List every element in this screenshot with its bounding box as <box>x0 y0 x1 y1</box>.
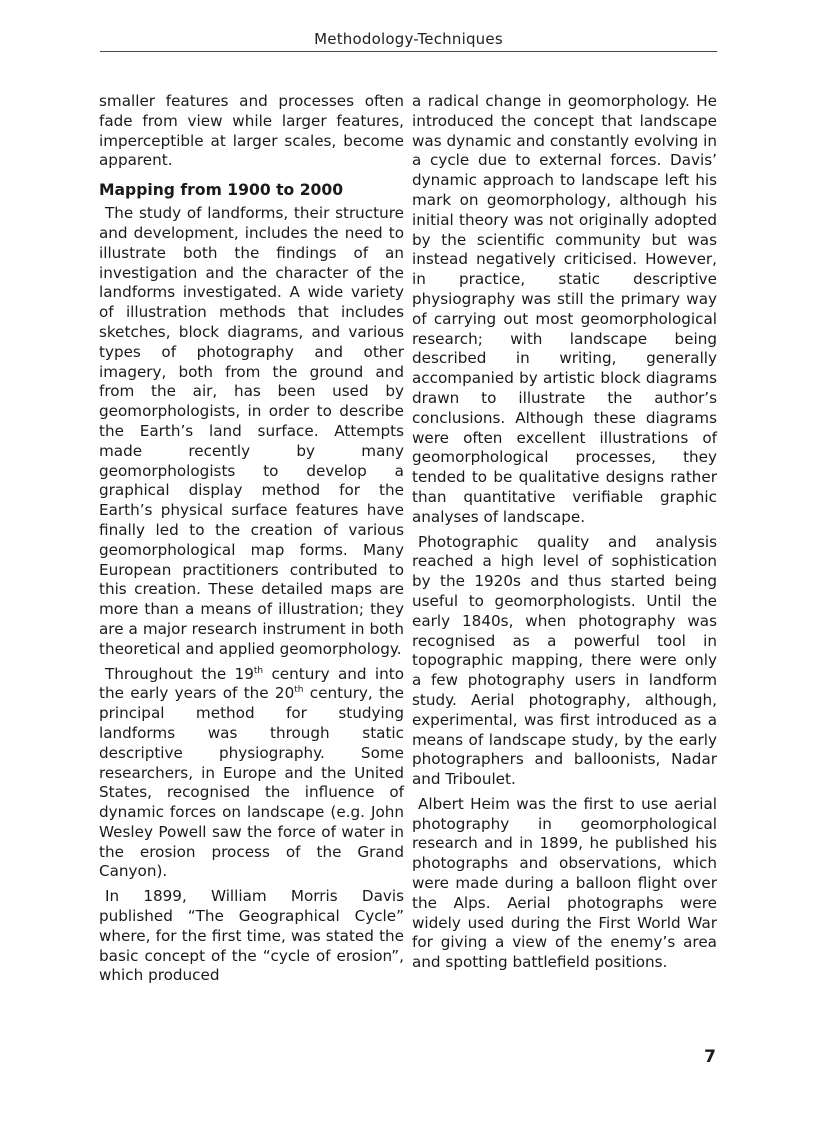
paragraph: The study of landforms, their structure and development, includes the need to illustrate both the findings of an investigation and the character of the landforms investigated. A wide variety of illustration methods that includes sketches, block diagrams, and various types of photography and other imagery, both from the ground and from the air, has been used by geomorphologists, in order to describe the Earth’s land surface. Attempts made recently by many geomorphologists to develop a graphical display method for the Earth’s physical surface features have finally led to the creation of various geomorphological map forms. Many European practitioners contributed to this creation. These detailed maps are more than a means of illustration; they are a major research instrument in both theoretical and applied geomorphology. <box>99 204 404 658</box>
paragraph: Photographic quality and analysis reached a high level of sophistication by the 1920s and thus started being useful to geomorphologists. Until the early 1840s, when photography was recognised as a powerful tool in topographic mapping, there were only a few photography users in landform study. Aerial photography, although, experimental, was first introduced as a means of landscape study, by the early photographers and balloonists, Nadar and Triboulet. <box>412 532 717 789</box>
left-column <box>99 92 404 991</box>
text-segment: century and into the early years of the 20 <box>99 664 404 703</box>
section-heading: Mapping from 1900 to 2000 <box>99 181 344 200</box>
text-segment: Throughout the 19 <box>105 664 254 683</box>
paragraph: In 1899, William Morris Davis published “The Geographical Cycle” where, for the first time, was stated the basic concept of the “cycle of erosion”, which produced <box>99 887 404 985</box>
superscript: th <box>253 665 264 676</box>
running-header: Methodology-Techniques <box>100 30 717 52</box>
paragraph: Albert Heim was the first to use aerial photography in geomorphological research and in 1899, he published his photographs and observations, which were made during a balloon flight over the Alps. Aerial photographs were widely used during the First World War for giving a view of the enemy’s area and spotting battlefield positions. <box>412 794 717 972</box>
paragraph <box>99 665 404 883</box>
page-number: 7 <box>704 1047 716 1067</box>
text-segment: century, the principal method for studying landforms was through static descriptive physiography. Some researchers, in Europe and the United States, recognised the influence of dynamic forces on landscape (e.g. John Wesley Powell saw the force of water in the erosion process of the Grand Canyon). <box>99 684 404 881</box>
superscript: th <box>294 685 304 696</box>
paragraph: smaller features and processes often fade from view while larger features, imperceptible at larger scales, become apparent. <box>99 92 404 170</box>
right-column <box>412 92 717 978</box>
paragraph: a radical change in geomorphology. He introduced the concept that landscape was dynamic and constantly evolving in a cycle due to external forces. Davis’ dynamic approach to landscape left his mark on geomorphology, although his initial theory was not originally adopted by the scientific community but was instead negatively criticised. However, in practice, static descriptive physiography was still the primary way of carrying out most geomorphological research; with landscape being described in writing, generally accompanied by artistic block diagrams drawn to illustrate the author’s conclusions. Although these diagrams were often excellent illustrations of geomorphological processes, they tended to be qualitative designs rather than quantitative verifiable graphic analyses of landscape. <box>412 92 717 526</box>
